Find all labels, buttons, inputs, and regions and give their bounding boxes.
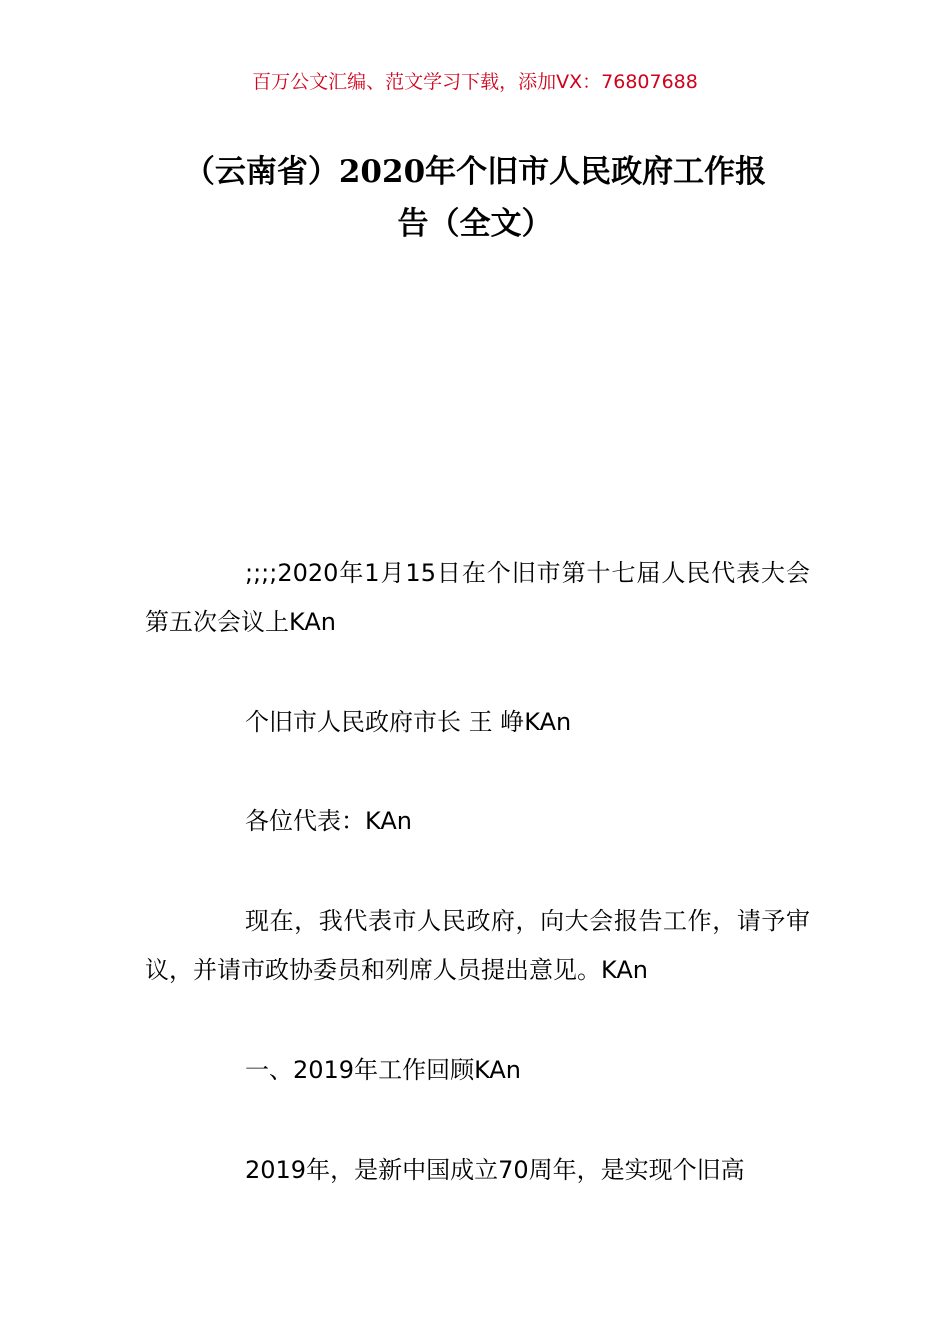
document-title-line-2: 告（全文）	[397, 206, 553, 242]
meeting-date-paragraph: ;;;;2020年1月15日在个旧市第十七届人民代表大会第五次会议上KAn	[145, 559, 810, 636]
review-paragraph: 2019年，是新中国成立70周年，是实现个旧高	[245, 1156, 745, 1184]
salutation-paragraph: 各位代表：KAn	[245, 807, 412, 835]
document-title	[130, 146, 820, 250]
header-watermark-note: 百万公文汇编、范文学习下载，添加VX：76807688	[252, 71, 698, 93]
document-title-line-1: （云南省）2020年个旧市人民政府工作报	[183, 154, 767, 190]
section-heading-paragraph: 一、2019年工作回顾KAn	[245, 1056, 522, 1084]
speaker-paragraph: 个旧市人民政府市长 王 峥KAn	[245, 708, 572, 736]
intro-paragraph: 现在，我代表市人民政府，向大会报告工作，请予审议，并请市政协委员和列席人员提出意见。KAn	[145, 907, 810, 984]
